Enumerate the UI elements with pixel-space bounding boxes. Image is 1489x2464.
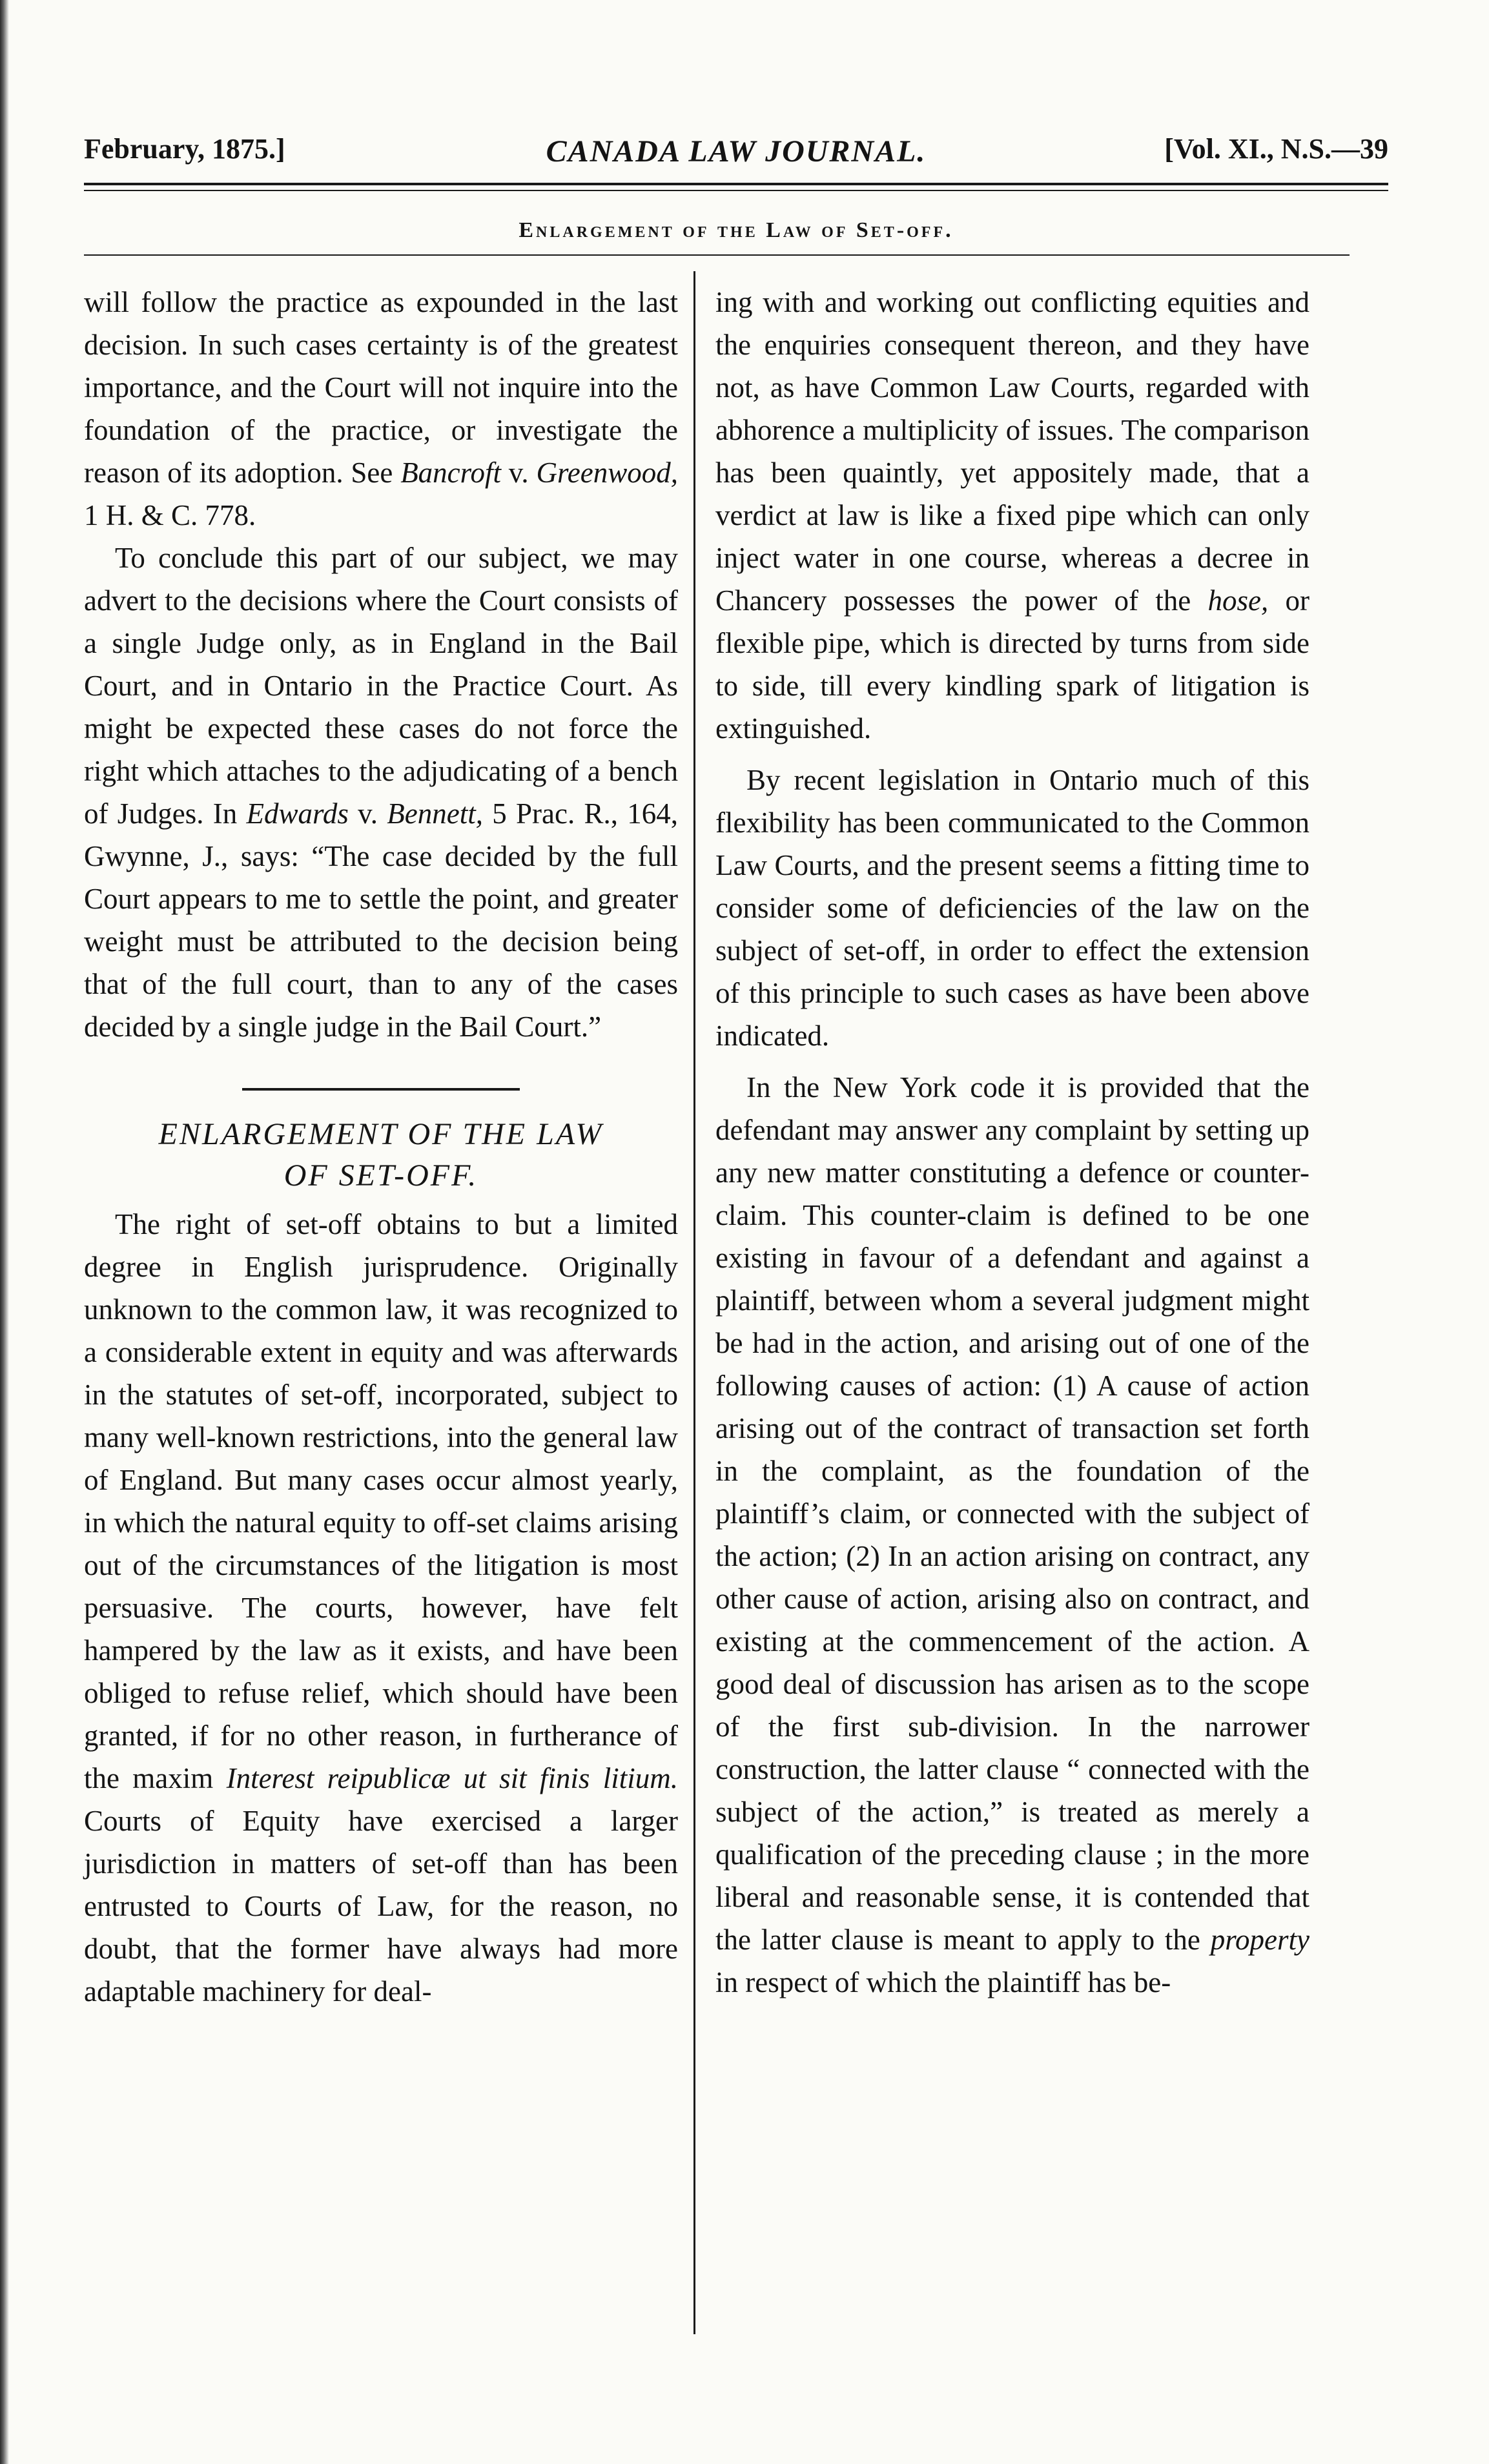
journal-title: CANADA LAW JOURNAL. <box>546 134 927 169</box>
section-divider-rule <box>242 1088 520 1091</box>
left-column <box>84 281 678 2013</box>
header-rule-top <box>84 183 1388 185</box>
issue-date: February, 1875.] <box>84 133 285 165</box>
page-header <box>84 126 1388 171</box>
case-name-greenwood: Greenwood, <box>536 457 679 489</box>
case-name-bancroft: Bancroft <box>400 457 501 489</box>
left-paragraph-2: To conclude this part of our subject, we may advert to the decisions where the Court consists of a single Judge only, as in England in the Bail Court, and in Ontario in the Practice Court. As might be expected these cases do not force the right which attaches to the adjudicating of a bench of Judges. In Edwards v. Bennett, 5 Prac. R., 164, Gwynne, J., says: “The case decided by the full Court appears to me to settle the point, and greater weight must be attributed to the decision being that of the full court, than to any of the cases decided by a single judge in the Bail Court.” <box>84 542 679 1043</box>
right-paragraph-1: ing with and working out conflicting equities and the enquiries consequent thereon, and they have not, as have Common Law Courts, regarded with abhorence a multiplicity of issues. The comparison has been quaintly, yet appositely made, that a verdict at law is like a fixed pipe which can only inject water in one course, whereas a decree in Chancery possesses the power of the hose, or flexible pipe, which is directed by turns from side to side, till every kindling spark of litigation is extinguished. <box>715 286 1309 744</box>
case-name-bennett: Bennett, <box>387 797 483 830</box>
left-paragraph-1: will follow the practice as expounded in the last decision. In such cases certainty is of the greatest importance, and the Court will not inquire into the foundation of the practice, or investigate the reason of its adoption. See Bancroft v. Greenwood, 1 H. & C. 778. <box>84 286 679 531</box>
running-head-rule <box>84 254 1350 256</box>
hose-term: hose, <box>1207 584 1269 617</box>
header-rule-bottom <box>84 190 1388 191</box>
latin-maxim: Interest reipublicæ ut sit finis litium. <box>226 1762 678 1794</box>
right-column <box>715 281 1309 2004</box>
column-divider <box>693 271 695 2334</box>
volume-page-number: [Vol. XI., N.S.—39 <box>1164 133 1388 165</box>
right-paragraph-2: By recent legislation in Ontario much of this flexibility has been communicated to the Common Law Courts, and the present seems a fitting time to consider some of deficiencies of the law on the subject of set-off, in order to effect the extension of this principle to such cases as have been above indicated. <box>715 764 1309 1052</box>
case-name-edwards: Edwards <box>246 797 349 830</box>
property-term: property <box>1210 1924 1309 1956</box>
page-binding-edge <box>0 0 9 2464</box>
right-paragraph-3: In the New York code it is provided that the defendant may answer any complaint by setting up any new matter constituting a defence or counter-claim. This counter-claim is defined to be one existing in favour of a defendant and against a plaintiff, between whom a several judgment might be had in the action, and arising out of one of the following causes of action: (1) A cause of action arising out of the contract of transaction set forth in the complaint, as the foundation of the plaintiff’s claim, or connected with the subject of the action; (2) In an action arising on contract, any other cause of action, arising also on contract, and existing at the commencement of the action. A good deal of discussion has arisen as to the scope of the first sub-division. In the narrower construction, the latter clause “ connected with the subject of the action,” is treated as merely a qualification of the preceding clause ; in the more liberal and reasonable sense, it is contended that the latter clause is meant to apply to the property in respect of which the plaintiff has be- <box>715 1071 1309 1998</box>
running-head: Enlargement of the Law of Set-off. <box>519 218 954 242</box>
article-title: ENLARGEMENT OF THE LAW OF SET-OFF. <box>158 1117 604 1193</box>
left-paragraph-3: The right of set-off obtains to but a limited degree in English jurisprudence. Originally unknown to the common law, it was recognized to a considerable extent in equity and was afterwards in the statutes of set-off, incorporated, subject to many well-known restrictions, into the general law of England. But many cases occur almost yearly, in which the natural equity to off-set claims arising out of the circumstances of the litigation is most persuasive. The courts, however, have felt hampered by the law as it exists, and have been obliged to refuse relief, which should have been granted, if for no other reason, in furtherance of the maxim Interest reipublicæ ut sit finis litium. Courts of Equity have exercised a larger jurisdiction in matters of set-off than has been entrusted to Courts of Law, for the reason, no doubt, that the former have always had more adaptable machinery for deal- <box>84 1208 678 2007</box>
